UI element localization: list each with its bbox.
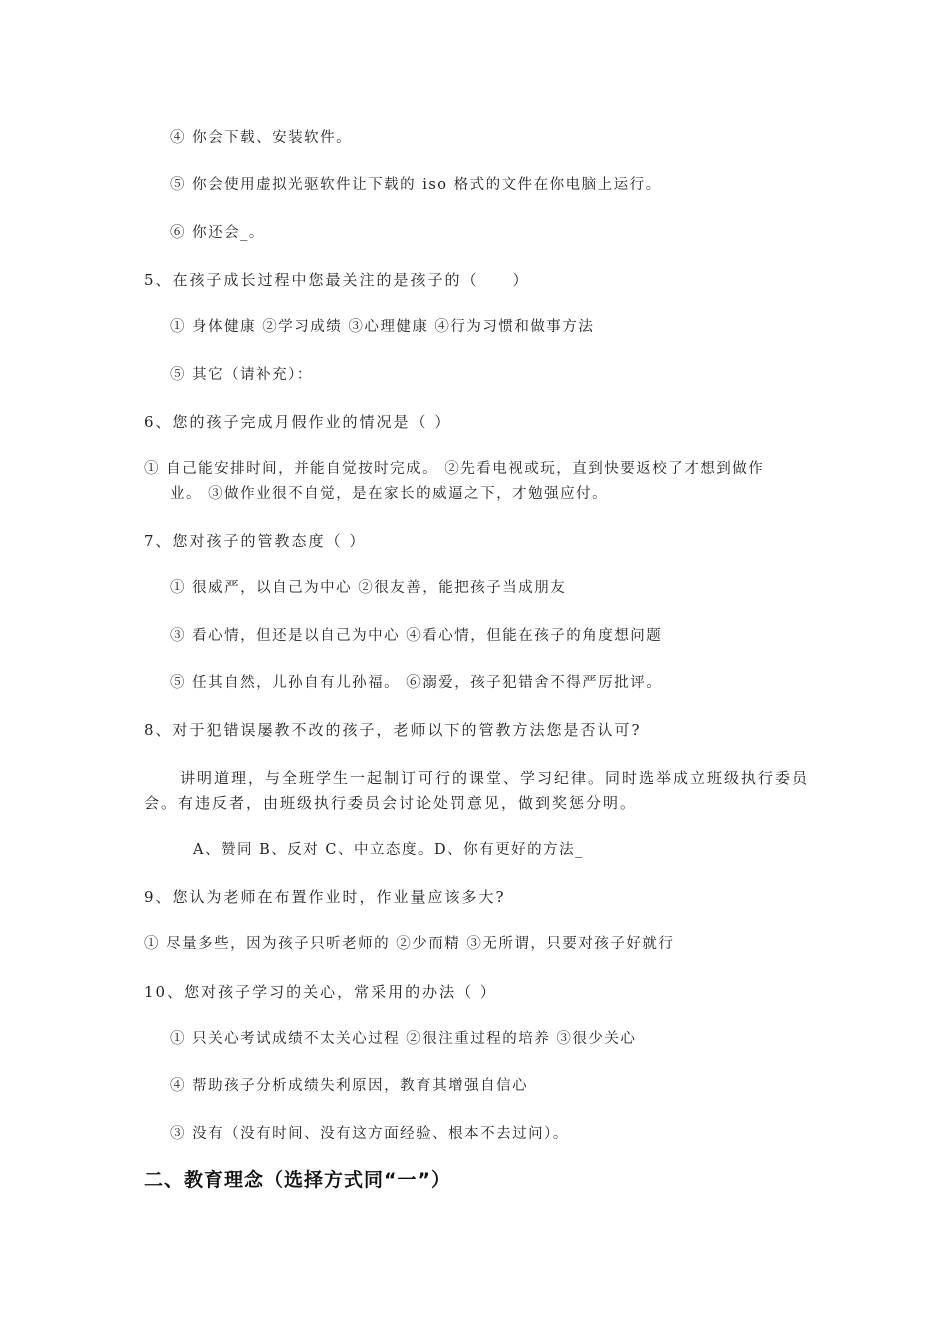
q8-paragraph-line-2: 会。有违反者，由班级执行委员会讨论处罚意见，做到奖惩分明。	[144, 794, 638, 812]
q8-paragraph-line-1: 讲明道理，与全班学生一起制订可行的课堂、学习纪律。同时选举成立班级执行委员	[180, 769, 810, 787]
q10-options-line-3: ③ 没有（没有时间、没有这方面经验、根本不去过问）。	[170, 1126, 569, 1142]
q8-options: A、赞同 B、反对 C、中立态度。D、你有更好的方法_	[193, 842, 584, 858]
q7-question: 7、您对孩子的管教态度（ ）	[144, 532, 367, 550]
q5-question: 5、在孩子成长过程中您最关注的是孩子的（ ）	[144, 271, 530, 289]
q10-options-line-1: ① 只关心考试成绩不太关心过程 ②很注重过程的培养 ③很少关心	[170, 1031, 637, 1047]
q7-options-line-3: ⑤ 任其自然，儿孙自有儿孙福。 ⑥溺爱，孩子犯错舍不得严厉批评。	[170, 675, 663, 691]
q6-options-line-2: 业。 ③做作业很不自觉，是在家长的威逼之下，才勉强应付。	[170, 486, 609, 502]
section-2-heading: 二、教育理念（选择方式同“一”）	[144, 1169, 451, 1191]
q4-option-4: ④ 你会下载、安装软件。	[170, 130, 353, 146]
q4-option-5: ⑤ 你会使用虚拟光驱软件让下载的 iso 格式的文件在你电脑上运行。	[170, 177, 662, 193]
q10-question: 10、您对孩子学习的关心，常采用的办法（ ）	[144, 983, 497, 1001]
q5-options-line-2: ⑤ 其它（请补充）：	[170, 367, 313, 383]
q10-options-line-2: ④ 帮助孩子分析成绩失利原因，教育其增强自信心	[170, 1078, 529, 1094]
q7-options-line-1: ① 很威严，以自己为中心 ②很友善，能把孩子当成朋友	[170, 580, 567, 596]
q5-options-line-1: ① 身体健康 ②学习成绩 ③心理健康 ④行为习惯和做事方法	[170, 319, 595, 335]
q7-options-line-2: ③ 看心情，但还是以自己为中心 ④看心情，但能在孩子的角度想问题	[170, 628, 663, 644]
q4-option-6: ⑥ 你还会_。	[170, 225, 265, 241]
q8-question: 8、对于犯错误屡教不改的孩子，老师以下的管教方法您是否认可?	[144, 721, 642, 739]
q9-options: ① 尽量多些，因为孩子只听老师的 ②少而精 ③无所谓，只要对孩子好就行	[144, 936, 675, 952]
q6-options-line-1: ① 自己能安排时间，并能自觉按时完成。 ②先看电视或玩，直到快要返校了才想到做作	[144, 461, 765, 477]
q6-question: 6、您的孩子完成月假作业的情况是（ ）	[144, 413, 452, 431]
q9-question: 9、您认为老师在布置作业时，作业量应该多大?	[144, 888, 506, 906]
